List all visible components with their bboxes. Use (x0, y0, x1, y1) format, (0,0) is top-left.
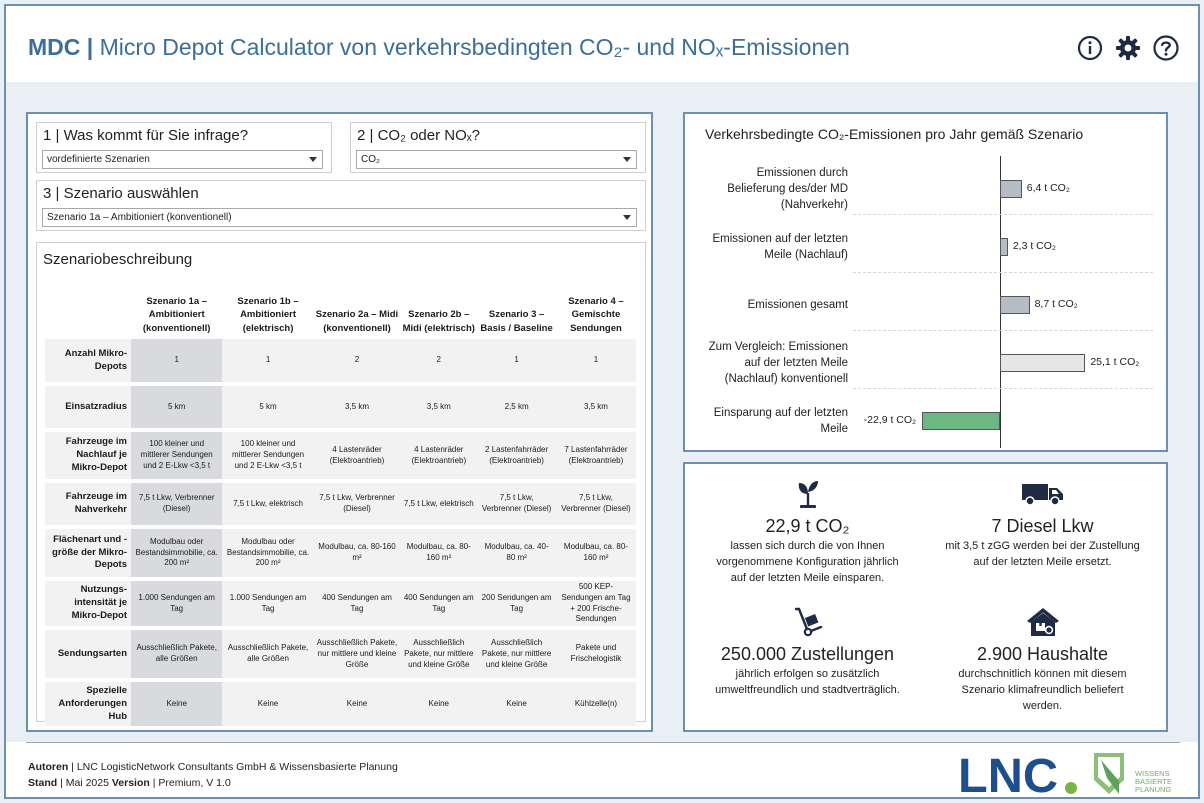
title-separator: | (86, 34, 94, 60)
table-row (45, 483, 636, 529)
kpi-text (925, 539, 1160, 571)
table-cell: 100 kleiner und mittlerer Sendungen und 2 E-Lkw <3,5 t (222, 432, 313, 483)
chart-gridline (853, 330, 1153, 331)
wb-logo-line: WISSENS (1135, 769, 1170, 778)
question-3-label: 3 | Szenario auswählen (43, 185, 199, 202)
kpi-text-line: auf der letzten Meile ersetzt. (973, 555, 1112, 568)
table-cell: 2 Lastenfahrräder (Elektroantrieb) (477, 432, 556, 483)
kpi-panel (683, 462, 1168, 732)
lnc-logo (956, 750, 1086, 803)
kpi-value: 22,9 t CO₂ (765, 516, 850, 536)
col-header: Szenario 3 – Basis / Baseline (480, 309, 553, 334)
question-1-box (36, 122, 332, 173)
table-cell: 4 Lastenräder (Elektroantrieb) (314, 432, 401, 483)
emission-type-select[interactable] (356, 150, 637, 169)
footer-divider (26, 742, 1180, 743)
table-cell: Keine (477, 682, 556, 730)
row-header: Nutzungs-intensität je Mikro-Depot (45, 581, 131, 630)
kpi-value: 2.900 Haushalte (976, 644, 1109, 664)
kpi-text (925, 667, 1160, 715)
emission-type-value: CO₂ (361, 154, 380, 165)
info-icon[interactable] (1076, 34, 1104, 62)
table-cell: 500 KEP-Sendungen am Tag + 200 Frische-Sendungen (556, 581, 636, 630)
table-cell: Modulbau, ca. 80-160 m² (556, 529, 636, 581)
table-cell-selected: 100 kleiner und mittlerer Sendungen und 2 E-Lkw <3,5 t (131, 432, 222, 483)
table-cell: Modulbau, ca. 80-160 m² (400, 529, 477, 581)
kpi-text (690, 539, 925, 587)
table-header-row (45, 283, 636, 339)
table-cell: Ausschließlich Pakete, nur mittlere und kleine Größe (477, 630, 556, 682)
table-cell-selected: 1.000 Sendungen am Tag (131, 581, 222, 630)
table-cell: Modulbau, ca. 40-80 m² (477, 529, 556, 581)
table-cell-selected: 7,5 t Lkw, Verbrenner (Diesel) (131, 483, 222, 529)
scenario-select[interactable] (42, 208, 637, 227)
wissensbasierte-planung-logo (1091, 750, 1183, 803)
col-header: Szenario 4 – Gemischte Sendungen (568, 296, 624, 334)
header (6, 6, 1198, 82)
row-header: Fahrzeuge im Nahverkehr (45, 483, 131, 529)
scenario-description-box (36, 242, 646, 722)
table-cell-selected: Modulbau oder Bestandsimmobilie, ca. 200 m² (131, 529, 222, 581)
table-cell: 7 Lastenfahrräder (Elektroantrieb) (556, 432, 636, 483)
table-cell: Keine (400, 682, 477, 730)
house-package-icon (925, 606, 1160, 638)
kpi-text-line: vorgenommene Konfiguration jährlich (716, 555, 899, 568)
truck-icon (925, 478, 1160, 510)
kpi-text (690, 667, 925, 699)
chart-gridline (853, 214, 1153, 215)
table-cell: 7,5 t Lkw, elektrisch (222, 483, 313, 529)
authors-label: Autoren (28, 761, 69, 773)
chart-title: Verkehrsbedingte CO₂-Emissionen pro Jahr gemäß Szenario (705, 126, 1084, 142)
scenario-type-select[interactable] (42, 150, 323, 169)
table-cell: 1.000 Sendungen am Tag (222, 581, 313, 630)
footer-authors: Autoren | LNC LogisticNetwork Consultants GmbH & Wissensbasierte Planung (28, 761, 398, 773)
table-cell: 2,5 km (477, 386, 556, 432)
category-label: Emissionen durch Belieferung des/der MD (Nahverkehr) (727, 167, 848, 212)
row-header: Sendungsarten (45, 630, 131, 682)
stand-label: Stand (28, 777, 58, 790)
kpi-text-line: durchschnitlich können mit diesem (958, 668, 1127, 680)
wb-logo-line: PLANUNG (1135, 785, 1172, 794)
table-cell: 7,5 t Lkw, Verbrenner (Diesel) (477, 483, 556, 529)
chevron-down-icon (623, 157, 631, 162)
table-cell: 4 Lastenräder (Elektroantrieb) (400, 432, 477, 483)
table-cell: 200 Sendungen am Tag (477, 581, 556, 630)
content-area (6, 82, 1198, 742)
kpi-value: 250.000 Zustellungen (720, 644, 895, 664)
col-header: Szenario 1a – Ambitioniert (konventionell) (142, 296, 211, 334)
table-cell: Ausschließlich Pakete, nur mittlere und kleine Größe (314, 630, 401, 682)
data-label: 8,7 t CO₂ (1034, 298, 1078, 310)
table-cell: 400 Sendungen am Tag (400, 581, 477, 630)
table-corner (45, 283, 131, 339)
category-label: Zum Vergleich: Emissionen auf der letzten Meile (Nachlauf) konventionell (708, 341, 848, 386)
chart-bar (1000, 354, 1085, 372)
col-header: Szenario 1b – Ambitioniert (elektrisch) (237, 296, 299, 334)
table-cell: Ausschließlich Pakete, alle Größen (222, 630, 313, 682)
table-cell: 5 km (222, 386, 313, 432)
table-row (45, 529, 636, 581)
lnc-logo-text: LNC (958, 750, 1058, 798)
table-cell: 3,5 km (314, 386, 401, 432)
table-cell: 400 Sendungen am Tag (314, 581, 401, 630)
chevron-down-icon (309, 157, 317, 162)
table-row (45, 581, 636, 630)
header-icons (1076, 34, 1180, 62)
table-cell-selected: 1 (131, 339, 222, 386)
table-cell-selected: Ausschließlich Pakete, alle Größen (131, 630, 222, 682)
chart-bar (922, 412, 1000, 430)
table-row (45, 386, 636, 432)
row-header: Fahrzeuge im Nachlauf je Mikro-Depot (45, 432, 131, 483)
version-value: Premium, V 1.0 (158, 777, 231, 790)
chevron-down-icon (623, 215, 631, 220)
app-title: Micro Depot Calculator von verkehrsbedingten CO₂- und NOₓ-Emissionen (99, 34, 850, 60)
question-1-label: 1 | Was kommt für Sie infrage? (43, 127, 249, 144)
row-header: Einsatzradius (45, 386, 131, 432)
scenario-value: Szenario 1a – Ambitioniert (konventionell) (47, 212, 232, 223)
table-cell-selected: Keine (131, 682, 222, 730)
table-cell: 3,5 km (400, 386, 477, 432)
sprout-icon (690, 478, 925, 510)
kpi-text-line: mit 3,5 t zGG werden bei der Zustellung (945, 540, 1140, 552)
kpi-value: 7 Diesel Lkw (991, 516, 1094, 536)
data-label: -22,9 t CO₂ (863, 414, 917, 426)
category-label: Einsparung auf der letzten Meile (713, 407, 848, 436)
scenario-type-value: vordefinierte Szenarien (47, 154, 150, 165)
table-cell: Keine (314, 682, 401, 730)
version-label: Version (111, 777, 150, 790)
category-label: Emissionen gesamt (747, 299, 848, 311)
chart-bar (1000, 238, 1008, 256)
table-cell: Ausschließlich Pakete, nur mittlere und kleine Größe (400, 630, 477, 682)
help-icon[interactable] (1152, 34, 1180, 62)
chart-bar (1000, 296, 1030, 314)
footer-stand: Stand | Mai 2025 Version | Premium, V 1.0 (28, 777, 231, 790)
table-row (45, 682, 636, 730)
handcart-icon (690, 606, 925, 638)
kpi-diesel-trucks (925, 478, 1160, 571)
brand: MDC (28, 34, 81, 60)
table-cell: Modulbau, ca. 80-160 m² (314, 529, 401, 581)
table-row (45, 630, 636, 682)
table-cell: 1 (222, 339, 313, 386)
table-cell: 7,5 t Lkw, Verbrenner (Diesel) (314, 483, 401, 529)
data-label: 25,1 t CO₂ (1090, 356, 1140, 368)
col-header: Szenario 2a – Midi (konventionell) (315, 309, 399, 334)
wb-logo-line: BASIERTE (1135, 777, 1172, 786)
table-cell: 7,5 t Lkw, Verbrenner (Diesel) (556, 483, 636, 529)
authors-value: LNC LogisticNetwork Consultants GmbH & Wissensbasierte Planung (76, 761, 398, 773)
data-label: 6,4 t CO₂ (1026, 182, 1070, 194)
configuration-panel (26, 112, 653, 732)
page-title (28, 34, 850, 61)
chart-bar (1000, 180, 1022, 198)
kpi-text-line: werden. (1022, 699, 1063, 712)
row-header: Anzahl Mikro-Depots (45, 339, 131, 386)
table-cell: 1 (477, 339, 556, 386)
chart-gridline (853, 388, 1153, 389)
kpi-text-line: auf der letzten Meile einsparen. (730, 571, 885, 584)
kpi-text-line: jährlich erfolgen so zusätzlich (735, 668, 880, 680)
gear-icon[interactable] (1114, 34, 1142, 62)
table-cell: 1 (556, 339, 636, 386)
table-cell: 7,5 t Lkw, elektrisch (400, 483, 477, 529)
table-row (45, 339, 636, 386)
emissions-chart-panel (683, 112, 1168, 452)
kpi-text-line: umweltfreundlich und stadtverträglich. (715, 683, 900, 696)
kpi-text-line: lassen sich durch die von Ihnen (730, 540, 885, 552)
question-3-box (36, 180, 646, 231)
kpi-deliveries (690, 606, 925, 699)
question-2-box (350, 122, 646, 173)
scenario-table (45, 283, 636, 730)
footer-text (28, 759, 398, 792)
kpi-households (925, 606, 1160, 715)
table-cell: 2 (400, 339, 477, 386)
kpi-text-line: Szenario klimafreundlich beliefert (961, 683, 1124, 696)
kpi-co2-savings (690, 478, 925, 587)
chart-gridline (853, 272, 1153, 273)
table-cell: Kühlzelle(n) (556, 682, 636, 730)
scenario-description-title: Szenariobeschreibung (43, 251, 193, 268)
table-cell: Keine (222, 682, 313, 730)
data-label: 2,3 t CO₂ (1012, 240, 1056, 252)
table-row (45, 432, 636, 483)
row-header: Spezielle Anforderungen Hub (45, 682, 131, 730)
table-cell-selected: 5 km (131, 386, 222, 432)
table-cell: Modulbau oder Bestandsimmobilie, ca. 200 m² (222, 529, 313, 581)
question-2-label: 2 | CO₂ oder NOₓ? (357, 127, 481, 144)
stand-value: Mai 2025 (65, 777, 109, 790)
row-header: Flächenart und -größe der Mikro-Depots (45, 529, 131, 581)
table-cell: 3,5 km (556, 386, 636, 432)
table-cell: Pakete und Frischelogistik (556, 630, 636, 682)
table-cell: 2 (314, 339, 401, 386)
col-header: Szenario 2b – Midi (elektrisch) (402, 309, 475, 334)
category-label: Emissionen auf der letzten Meile (Nachlauf) (712, 233, 848, 262)
footer (6, 742, 1198, 797)
